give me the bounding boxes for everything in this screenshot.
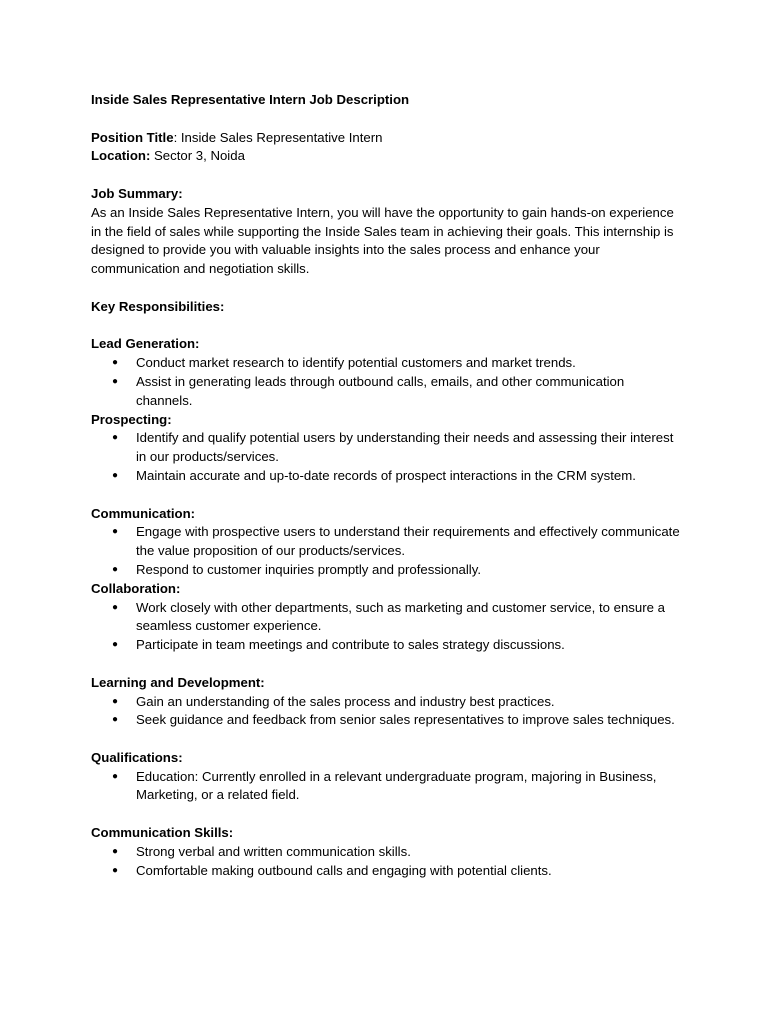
bullet-icon: ● bbox=[112, 526, 119, 538]
list-item-text: Comfortable making outbound calls and engaging with potential clients. bbox=[136, 862, 552, 878]
list-item bbox=[91, 711, 681, 730]
bullet-list-collaboration bbox=[91, 599, 681, 655]
document-title: Inside Sales Representative Intern Job Description bbox=[91, 92, 410, 107]
spacer bbox=[91, 166, 681, 185]
list-item-text: Work closely with other departments, such as marketing and customer service, to ensure a seamless customer experience. bbox=[136, 599, 665, 634]
list-item bbox=[91, 768, 681, 806]
bullet-list-communication-skills bbox=[91, 843, 681, 881]
spacer bbox=[91, 279, 681, 298]
job-summary-text: As an Inside Sales Representative Intern, you will have the opportunity to gain hands-on experience in the field of sales while supporting the Inside Sales team in achieving their goals. This internship is designed to provide you with valuable insights into the sales process and enhance your communication and negotiation skills. bbox=[91, 204, 674, 277]
list-item-text: Seek guidance and feedback from senior sales representatives to improve sales techniques. bbox=[136, 712, 675, 728]
bullet-icon: ● bbox=[112, 714, 119, 726]
bullet-list-communication bbox=[91, 523, 681, 579]
job-summary-heading: Job Summary: bbox=[91, 185, 183, 201]
section-heading-prospecting: Prospecting: bbox=[91, 411, 172, 427]
spacer bbox=[91, 655, 681, 674]
document-page bbox=[91, 91, 681, 880]
bullet-list-learning-development bbox=[91, 693, 681, 731]
list-item bbox=[91, 843, 681, 862]
section-heading-communication-skills: Communication Skills: bbox=[91, 825, 234, 841]
spacer bbox=[91, 110, 681, 129]
list-item-text: Assist in generating leads through outbound calls, emails, and other communication channels. bbox=[136, 373, 625, 408]
bullet-icon: ● bbox=[112, 469, 119, 481]
bullet-icon: ● bbox=[112, 639, 119, 651]
position-title-label: Position Title bbox=[91, 129, 174, 145]
list-item bbox=[91, 354, 681, 373]
list-item bbox=[91, 693, 681, 712]
location-label: Location: bbox=[91, 148, 151, 164]
list-item-text: Identify and qualify potential users by understanding their needs and assessing their interest in our products/services. bbox=[136, 430, 674, 465]
list-item-text: Conduct market research to identify potential customers and market trends. bbox=[136, 355, 576, 371]
list-item bbox=[91, 523, 681, 561]
bullet-icon: ● bbox=[112, 432, 119, 444]
section-heading-qualifications: Qualifications: bbox=[91, 749, 183, 765]
section-heading-learning-development: Learning and Development: bbox=[91, 674, 265, 690]
key-responsibilities-heading: Key Responsibilities: bbox=[91, 298, 225, 314]
bullet-icon: ● bbox=[112, 563, 119, 575]
bullet-icon: ● bbox=[112, 864, 119, 876]
list-item-text: Respond to customer inquiries promptly and professionally. bbox=[136, 561, 481, 577]
section-heading-lead-generation: Lead Generation: bbox=[91, 336, 200, 352]
position-title-line bbox=[91, 129, 681, 148]
bullet-icon: ● bbox=[112, 770, 119, 782]
list-item bbox=[91, 862, 681, 881]
list-item-text: Education: Currently enrolled in a relevant undergraduate program, majoring in Business, Marketing, or a related field. bbox=[136, 768, 657, 803]
list-item bbox=[91, 636, 681, 655]
list-item bbox=[91, 599, 681, 637]
location-line bbox=[91, 147, 681, 166]
bullet-list-qualifications bbox=[91, 768, 681, 806]
spacer bbox=[91, 486, 681, 505]
list-item-text: Gain an understanding of the sales process and industry best practices. bbox=[136, 693, 555, 709]
list-item-text: Maintain accurate and up-to-date records of prospect interactions in the CRM system. bbox=[136, 467, 636, 483]
spacer bbox=[91, 805, 681, 824]
list-item bbox=[91, 373, 681, 411]
bullet-icon: ● bbox=[112, 845, 119, 857]
location-value: Sector 3, Noida bbox=[150, 148, 245, 164]
spacer bbox=[91, 730, 681, 749]
bullet-icon: ● bbox=[112, 601, 119, 613]
position-title-value: : Inside Sales Representative Intern bbox=[173, 129, 383, 145]
bullet-icon: ● bbox=[112, 357, 119, 369]
list-item-text: Strong verbal and written communication skills. bbox=[136, 843, 411, 859]
list-item bbox=[91, 429, 681, 467]
list-item bbox=[91, 561, 681, 580]
list-item bbox=[91, 467, 681, 486]
list-item-text: Participate in team meetings and contribute to sales strategy discussions. bbox=[136, 637, 565, 653]
spacer bbox=[91, 317, 681, 336]
section-heading-communication: Communication: bbox=[91, 505, 196, 521]
list-item-text: Engage with prospective users to understand their requirements and effectively communicate the value proposition of our products/services. bbox=[136, 524, 680, 559]
bullet-icon: ● bbox=[112, 695, 119, 707]
bullet-list-prospecting bbox=[91, 429, 681, 485]
bullet-icon: ● bbox=[112, 375, 119, 387]
section-heading-collaboration: Collaboration: bbox=[91, 580, 181, 596]
bullet-list-lead-generation bbox=[91, 354, 681, 410]
